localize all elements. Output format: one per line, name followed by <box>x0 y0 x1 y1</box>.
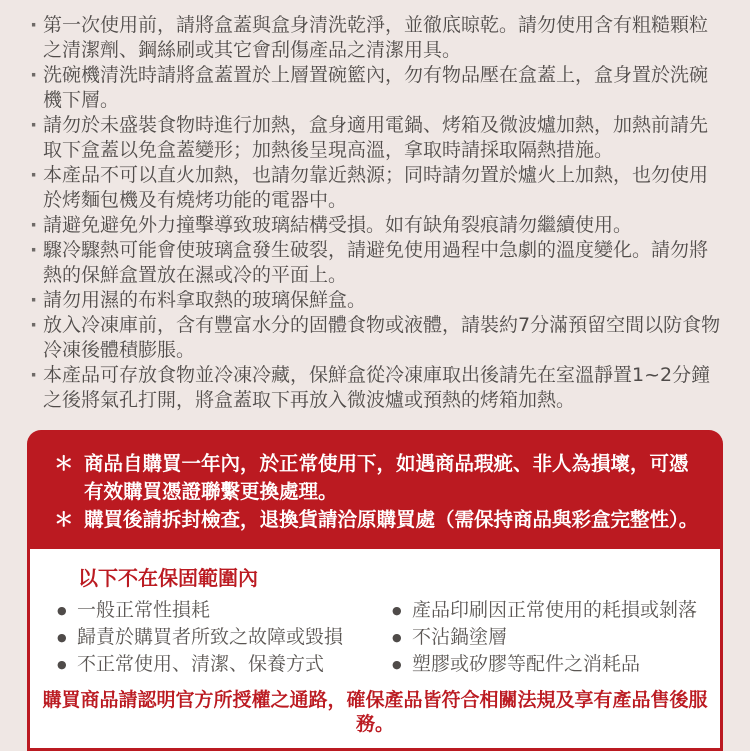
care-instruction-item <box>30 163 726 213</box>
asterisk-bullet-icon: ＊ <box>54 508 74 531</box>
circle-bullet-icon: ● <box>57 631 67 644</box>
circle-bullet-icon: ● <box>57 604 67 617</box>
exclusion-item <box>392 624 720 651</box>
exclusion-item-text: 塑膠或矽膠等配件之消耗品 <box>412 653 641 675</box>
exclusion-item-text: 一般正常性損耗 <box>77 599 211 621</box>
care-instruction-item <box>30 313 726 363</box>
care-instruction-item <box>30 13 726 63</box>
exclusion-item <box>392 651 720 678</box>
exclusion-item <box>57 651 392 678</box>
dot-bullet-icon: · <box>30 64 38 86</box>
warranty-notice-text: 商品自購買一年內，於正常使用下，如遇商品瑕疵、非人為損壞，可憑有效購買憑證聯繫更換處理。 <box>84 452 689 503</box>
dot-bullet-icon: · <box>30 364 38 386</box>
care-instruction-text: 請避免避免外力撞擊導致玻璃結構受損。如有缺角裂痕請勿繼續使用。 <box>43 214 633 236</box>
exclusion-item <box>57 597 392 624</box>
exclusions-columns <box>57 597 720 678</box>
exclusions-title: 以下不在保固範圍內 <box>78 566 258 590</box>
exclusion-item <box>392 597 720 624</box>
exclusion-item-text: 歸責於購買者所致之故障或毀損 <box>77 626 344 648</box>
care-instruction-text: 本產品不可以直火加熱，也請勿靠近熱源；同時請勿置於爐火上加熱，也勿使用於烤麵包機及有燒烤功能的電器中。 <box>43 164 709 211</box>
official-channel-notice: 購買商品請認明官方所授權之通路，確保產品皆符合相關法規及享有產品售後服務。 <box>42 689 708 735</box>
warranty-notice-item <box>54 506 701 534</box>
care-instruction-item <box>30 238 726 288</box>
dot-bullet-icon: · <box>30 114 38 136</box>
care-instruction-item <box>30 363 726 413</box>
dot-bullet-icon: · <box>30 314 38 336</box>
dot-bullet-icon: · <box>30 239 38 261</box>
exclusion-item-text: 不正常使用、清潔、保養方式 <box>77 653 325 675</box>
circle-bullet-icon: ● <box>57 658 67 671</box>
care-instruction-item <box>30 288 726 313</box>
asterisk-bullet-icon: ＊ <box>54 452 74 475</box>
care-instruction-text: 洗碗機清洗時請將盒蓋置於上層置碗籃內，勿有物品壓在盒蓋上，盒身置於洗碗機下層。 <box>43 64 709 111</box>
exclusion-item-text: 不沾鍋塗層 <box>412 626 508 648</box>
dot-bullet-icon: · <box>30 14 38 36</box>
circle-bullet-icon: ● <box>392 604 402 617</box>
exclusions-left-column <box>57 597 392 678</box>
exclusions-right-column <box>392 597 720 678</box>
circle-bullet-icon: ● <box>392 658 402 671</box>
dot-bullet-icon: · <box>30 214 38 236</box>
care-instruction-item <box>30 63 726 113</box>
care-instruction-text: 本產品可存放食物並冷凍冷藏，保鮮盒從冷凍庫取出後請先在室溫靜置1~2分鐘之後將氣孔打開，將盒蓋取下再放入微波爐或預熱的烤箱加熱。 <box>43 364 711 411</box>
dot-bullet-icon: · <box>30 164 38 186</box>
care-instruction-item <box>30 213 726 238</box>
care-instruction-item <box>30 113 726 163</box>
care-instruction-text: 請勿用濕的布料拿取熱的玻璃保鮮盒。 <box>43 289 367 311</box>
circle-bullet-icon: ● <box>392 631 402 644</box>
care-instruction-text: 驟冷驟熱可能會使玻璃盒發生破裂，請避免使用過程中急劇的溫度變化。請勿將熱的保鮮盒置放在濕或冷的平面上。 <box>43 239 709 286</box>
warranty-notice-text: 購買後請拆封檢查，退換貨請洽原購買處（需保持商品與彩盒完整性）。 <box>84 508 699 531</box>
dot-bullet-icon: · <box>30 289 38 311</box>
warranty-notice-item <box>54 450 701 506</box>
warranty-notice-banner <box>27 430 723 546</box>
care-instruction-text: 放入冷凍庫前，含有豐富水分的固體食物或液體，請裝約7分滿預留空間以防食物冷凍後體積膨脹。 <box>43 314 721 361</box>
exclusion-item-text: 產品印刷因正常使用的耗損或剝落 <box>412 599 698 621</box>
care-instruction-text: 第一次使用前，請將盒蓋與盒身清洗乾淨，並徹底晾乾。請勿使用含有粗糙顆粒之清潔劑、鋼絲刷或其它會刮傷產品之清潔用具。 <box>43 14 709 61</box>
care-instruction-text: 請勿於未盛裝食物時進行加熱，盒身適用電鍋、烤箱及微波爐加熱，加熱前請先取下盒蓋以免盒蓋變形；加熱後呈現高溫，拿取時請採取隔熱措施。 <box>43 114 709 161</box>
exclusion-item <box>57 624 392 651</box>
warranty-exclusions-box <box>27 546 723 751</box>
